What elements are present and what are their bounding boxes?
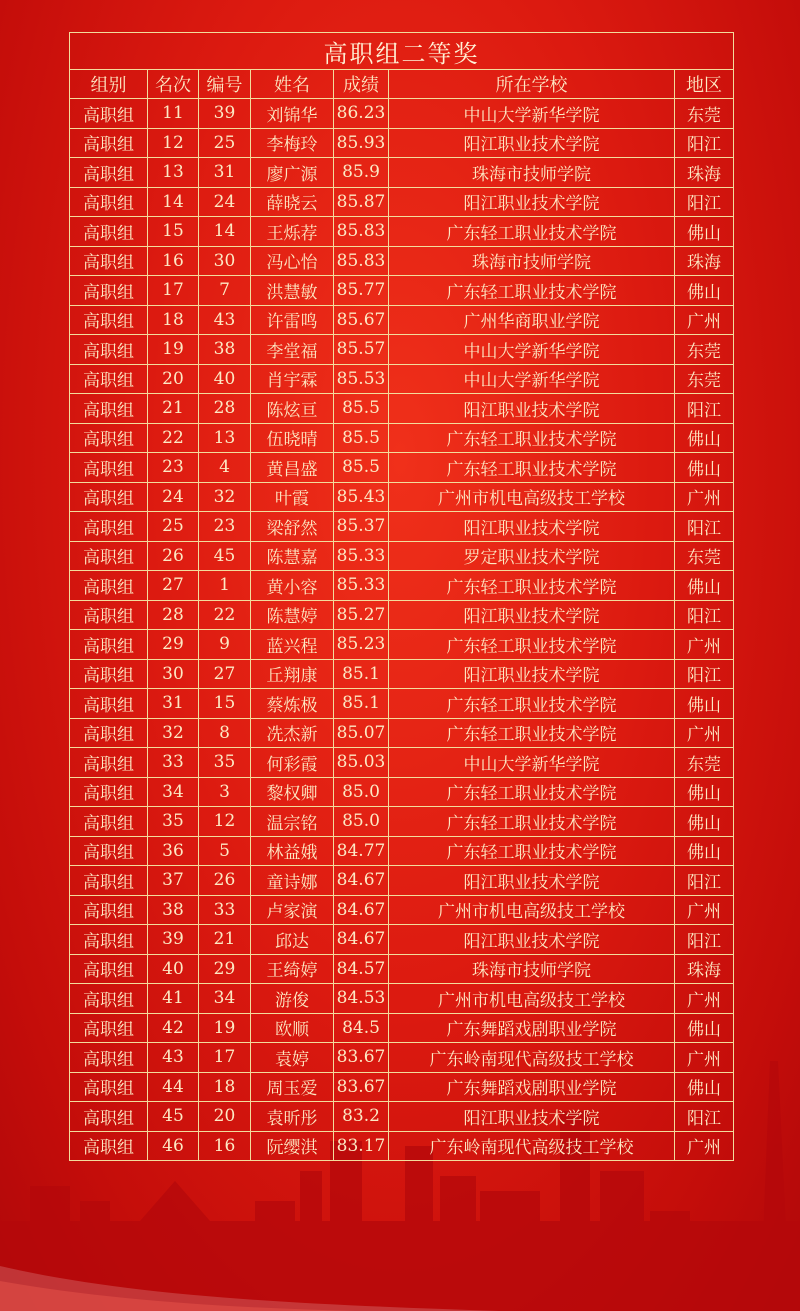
cell-number: 22 [199,600,251,630]
cell-school: 珠海市技师学院 [389,246,675,276]
cell-name: 许雷鸣 [251,305,334,335]
cell-region: 阳江 [675,512,734,542]
cell-school: 广州华商职业学院 [389,305,675,335]
cell-group: 高职组 [70,895,148,925]
cell-number: 39 [199,99,251,129]
cell-school: 中山大学新华学院 [389,364,675,394]
cell-school: 广东轻工职业技术学院 [389,689,675,719]
cell-rank: 25 [148,512,199,542]
cell-school: 珠海市技师学院 [389,954,675,984]
cell-rank: 42 [148,1013,199,1043]
table-row [70,954,734,984]
cell-region: 佛山 [675,1072,734,1102]
cell-rank: 26 [148,541,199,571]
header-score: 成绩 [334,70,389,99]
cell-number: 20 [199,1102,251,1132]
cell-rank: 23 [148,453,199,483]
cell-rank: 21 [148,394,199,424]
cell-rank: 22 [148,423,199,453]
cell-rank: 14 [148,187,199,217]
cell-school: 广东轻工职业技术学院 [389,423,675,453]
cell-score: 85.5 [334,453,389,483]
cell-name: 刘锦华 [251,99,334,129]
cell-region: 广州 [675,482,734,512]
cell-region: 佛山 [675,217,734,247]
cell-group: 高职组 [70,689,148,719]
table-row [70,1043,734,1073]
cell-region: 阳江 [675,659,734,689]
cell-group: 高职组 [70,482,148,512]
cell-school: 中山大学新华学院 [389,748,675,778]
table-row [70,128,734,158]
cell-score: 84.67 [334,925,389,955]
cell-group: 高职组 [70,276,148,306]
table-row [70,571,734,601]
cell-school: 阳江职业技术学院 [389,1102,675,1132]
header-region: 地区 [675,70,734,99]
cell-school: 广东岭南现代高级技工学校 [389,1131,675,1161]
cell-rank: 41 [148,984,199,1014]
cell-score: 85.5 [334,394,389,424]
table-row [70,1013,734,1043]
table-row [70,1131,734,1161]
cell-score: 86.23 [334,99,389,129]
cell-region: 珠海 [675,954,734,984]
cell-score: 85.23 [334,630,389,660]
cell-group: 高职组 [70,718,148,748]
cell-group: 高职组 [70,335,148,365]
award-table [69,32,734,1161]
cell-name: 洪慧敏 [251,276,334,306]
cell-school: 广州市机电高级技工学校 [389,482,675,512]
cell-school: 广州市机电高级技工学校 [389,984,675,1014]
cell-number: 29 [199,954,251,984]
cell-name: 陈炫亘 [251,394,334,424]
cell-score: 85.77 [334,276,389,306]
cell-school: 珠海市技师学院 [389,158,675,188]
cell-group: 高职组 [70,925,148,955]
cell-score: 85.5 [334,423,389,453]
cell-group: 高职组 [70,128,148,158]
cell-rank: 19 [148,335,199,365]
cell-rank: 46 [148,1131,199,1161]
table-row [70,423,734,453]
cell-number: 34 [199,984,251,1014]
cell-rank: 16 [148,246,199,276]
cell-region: 佛山 [675,1013,734,1043]
cell-group: 高职组 [70,1102,148,1132]
table-row [70,541,734,571]
header-school: 所在学校 [389,70,675,99]
cell-score: 85.03 [334,748,389,778]
cell-school: 广东舞蹈戏剧职业学院 [389,1072,675,1102]
table-row [70,276,734,306]
cell-region: 珠海 [675,158,734,188]
table-row [70,99,734,129]
table-row [70,335,734,365]
cell-group: 高职组 [70,984,148,1014]
cell-name: 黄小容 [251,571,334,601]
cell-name: 伍晓晴 [251,423,334,453]
cell-score: 85.53 [334,364,389,394]
table-row [70,925,734,955]
cell-number: 17 [199,1043,251,1073]
cell-rank: 34 [148,777,199,807]
cell-region: 东莞 [675,541,734,571]
award-table-container [69,32,733,1161]
table-row [70,807,734,837]
cell-group: 高职组 [70,1013,148,1043]
cell-name: 黎权卿 [251,777,334,807]
cell-number: 14 [199,217,251,247]
table-row [70,512,734,542]
cell-number: 12 [199,807,251,837]
cell-number: 31 [199,158,251,188]
cell-group: 高职组 [70,836,148,866]
cell-score: 84.67 [334,895,389,925]
cell-rank: 40 [148,954,199,984]
cell-rank: 24 [148,482,199,512]
cell-group: 高职组 [70,99,148,129]
cell-school: 中山大学新华学院 [389,335,675,365]
cell-region: 阳江 [675,866,734,896]
cell-school: 广州市机电高级技工学校 [389,895,675,925]
cell-school: 广东轻工职业技术学院 [389,571,675,601]
cell-name: 冯心怡 [251,246,334,276]
cell-score: 85.93 [334,128,389,158]
cell-region: 广州 [675,718,734,748]
cell-school: 广东轻工职业技术学院 [389,807,675,837]
table-row [70,1072,734,1102]
cell-score: 85.87 [334,187,389,217]
cell-region: 广州 [675,630,734,660]
cell-school: 阳江职业技术学院 [389,128,675,158]
cell-group: 高职组 [70,453,148,483]
cell-group: 高职组 [70,807,148,837]
cell-score: 85.1 [334,689,389,719]
cell-school: 阳江职业技术学院 [389,925,675,955]
cell-rank: 11 [148,99,199,129]
cell-name: 叶霞 [251,482,334,512]
cell-number: 1 [199,571,251,601]
table-row [70,217,734,247]
table-row [70,394,734,424]
cell-rank: 30 [148,659,199,689]
cell-region: 广州 [675,1043,734,1073]
cell-school: 阳江职业技术学院 [389,187,675,217]
cell-score: 85.27 [334,600,389,630]
table-row [70,364,734,394]
table-row [70,866,734,896]
cell-rank: 32 [148,718,199,748]
cell-school: 广东轻工职业技术学院 [389,836,675,866]
cell-region: 阳江 [675,1102,734,1132]
cell-score: 84.77 [334,836,389,866]
cell-school: 阳江职业技术学院 [389,512,675,542]
cell-rank: 27 [148,571,199,601]
cell-rank: 28 [148,600,199,630]
cell-rank: 37 [148,866,199,896]
cell-name: 肖宇霖 [251,364,334,394]
cell-number: 45 [199,541,251,571]
cell-score: 83.67 [334,1072,389,1102]
cell-rank: 13 [148,158,199,188]
cell-score: 85.43 [334,482,389,512]
cell-rank: 39 [148,925,199,955]
cell-school: 阳江职业技术学院 [389,600,675,630]
cell-region: 佛山 [675,571,734,601]
cell-region: 广州 [675,1131,734,1161]
cell-school: 广东轻工职业技术学院 [389,777,675,807]
cell-number: 43 [199,305,251,335]
cell-number: 18 [199,1072,251,1102]
table-row [70,246,734,276]
cell-score: 85.83 [334,217,389,247]
table-row [70,718,734,748]
cell-name: 温宗铭 [251,807,334,837]
cell-name: 李梅玲 [251,128,334,158]
cell-rank: 33 [148,748,199,778]
cell-score: 85.57 [334,335,389,365]
cell-region: 佛山 [675,807,734,837]
cell-school: 中山大学新华学院 [389,99,675,129]
cell-name: 丘翔康 [251,659,334,689]
cell-score: 85.33 [334,571,389,601]
cell-name: 陈慧嘉 [251,541,334,571]
cell-name: 林益娥 [251,836,334,866]
cell-number: 33 [199,895,251,925]
cell-score: 83.2 [334,1102,389,1132]
cell-group: 高职组 [70,364,148,394]
cell-group: 高职组 [70,541,148,571]
cell-name: 袁昕彤 [251,1102,334,1132]
cell-rank: 18 [148,305,199,335]
cell-number: 25 [199,128,251,158]
cell-region: 珠海 [675,246,734,276]
table-row [70,895,734,925]
cell-score: 85.0 [334,807,389,837]
cell-name: 陈慧婷 [251,600,334,630]
cell-school: 广东轻工职业技术学院 [389,630,675,660]
cell-name: 童诗娜 [251,866,334,896]
cell-group: 高职组 [70,777,148,807]
cell-score: 85.07 [334,718,389,748]
table-row [70,187,734,217]
cell-score: 85.1 [334,659,389,689]
cell-number: 28 [199,394,251,424]
cell-name: 王绮婷 [251,954,334,984]
table-row [70,453,734,483]
table-row [70,984,734,1014]
cell-group: 高职组 [70,305,148,335]
cell-number: 40 [199,364,251,394]
cell-region: 东莞 [675,335,734,365]
cell-number: 4 [199,453,251,483]
cell-number: 27 [199,659,251,689]
cell-school: 阳江职业技术学院 [389,394,675,424]
cell-name: 何彩霞 [251,748,334,778]
cell-region: 东莞 [675,364,734,394]
cell-number: 3 [199,777,251,807]
cell-rank: 15 [148,217,199,247]
cell-school: 广东轻工职业技术学院 [389,453,675,483]
cell-number: 13 [199,423,251,453]
cell-number: 16 [199,1131,251,1161]
table-row [70,836,734,866]
table-row [70,305,734,335]
cell-school: 阳江职业技术学院 [389,659,675,689]
table-row [70,630,734,660]
cell-school: 广东舞蹈戏剧职业学院 [389,1013,675,1043]
cell-name: 袁婷 [251,1043,334,1073]
cell-region: 广州 [675,305,734,335]
cell-number: 23 [199,512,251,542]
cell-score: 85.37 [334,512,389,542]
cell-name: 阮缨淇 [251,1131,334,1161]
cell-name: 蓝兴程 [251,630,334,660]
table-row [70,482,734,512]
cell-region: 佛山 [675,777,734,807]
cell-name: 蔡炼极 [251,689,334,719]
header-group: 组别 [70,70,148,99]
cell-name: 卢家演 [251,895,334,925]
cell-group: 高职组 [70,1072,148,1102]
cell-school: 广东岭南现代高级技工学校 [389,1043,675,1073]
cell-school: 广东轻工职业技术学院 [389,217,675,247]
cell-rank: 20 [148,364,199,394]
header-number: 编号 [199,70,251,99]
cell-region: 佛山 [675,276,734,306]
cell-region: 广州 [675,984,734,1014]
cell-region: 佛山 [675,423,734,453]
table-row [70,659,734,689]
cell-score: 85.9 [334,158,389,188]
cell-school: 广东轻工职业技术学院 [389,276,675,306]
cell-group: 高职组 [70,158,148,188]
cell-group: 高职组 [70,394,148,424]
header-row [70,70,734,99]
cell-group: 高职组 [70,512,148,542]
cell-rank: 43 [148,1043,199,1073]
cell-region: 阳江 [675,394,734,424]
cell-region: 佛山 [675,836,734,866]
cell-number: 24 [199,187,251,217]
cell-group: 高职组 [70,187,148,217]
table-title: 高职组二等奖 [70,33,734,70]
header-rank: 名次 [148,70,199,99]
cell-score: 84.57 [334,954,389,984]
cell-group: 高职组 [70,630,148,660]
cell-score: 84.53 [334,984,389,1014]
cell-number: 38 [199,335,251,365]
table-row [70,1102,734,1132]
cell-region: 阳江 [675,925,734,955]
cell-name: 周玉爱 [251,1072,334,1102]
cell-region: 东莞 [675,748,734,778]
cell-number: 5 [199,836,251,866]
cell-region: 广州 [675,895,734,925]
cell-score: 85.67 [334,305,389,335]
cell-group: 高职组 [70,1131,148,1161]
cell-name: 黄昌盛 [251,453,334,483]
cell-group: 高职组 [70,217,148,247]
cell-rank: 35 [148,807,199,837]
cell-number: 30 [199,246,251,276]
cell-region: 东莞 [675,99,734,129]
cell-name: 王烁荐 [251,217,334,247]
cell-group: 高职组 [70,748,148,778]
cell-number: 35 [199,748,251,778]
cell-rank: 44 [148,1072,199,1102]
cell-score: 84.5 [334,1013,389,1043]
cell-rank: 31 [148,689,199,719]
cell-group: 高职组 [70,866,148,896]
cell-group: 高职组 [70,954,148,984]
cell-score: 85.0 [334,777,389,807]
cell-rank: 17 [148,276,199,306]
cell-name: 冼杰新 [251,718,334,748]
cell-number: 9 [199,630,251,660]
cell-school: 广东轻工职业技术学院 [389,718,675,748]
cell-group: 高职组 [70,571,148,601]
cell-group: 高职组 [70,246,148,276]
cell-rank: 45 [148,1102,199,1132]
table-row [70,600,734,630]
cell-group: 高职组 [70,600,148,630]
cell-region: 佛山 [675,453,734,483]
header-name: 姓名 [251,70,334,99]
cell-number: 15 [199,689,251,719]
table-row [70,689,734,719]
cell-rank: 29 [148,630,199,660]
cell-name: 游俊 [251,984,334,1014]
cell-number: 7 [199,276,251,306]
cell-name: 廖广源 [251,158,334,188]
cell-number: 8 [199,718,251,748]
cell-group: 高职组 [70,1043,148,1073]
cell-school: 阳江职业技术学院 [389,866,675,896]
cell-rank: 38 [148,895,199,925]
cell-name: 梁舒然 [251,512,334,542]
cell-rank: 36 [148,836,199,866]
cell-name: 欧顺 [251,1013,334,1043]
cell-group: 高职组 [70,659,148,689]
cell-number: 19 [199,1013,251,1043]
table-row [70,777,734,807]
cell-score: 83.17 [334,1131,389,1161]
cell-name: 李堂福 [251,335,334,365]
cell-school: 罗定职业技术学院 [389,541,675,571]
cell-region: 佛山 [675,689,734,719]
cell-number: 32 [199,482,251,512]
cell-name: 邱达 [251,925,334,955]
table-row [70,748,734,778]
cell-score: 85.83 [334,246,389,276]
cell-number: 21 [199,925,251,955]
cell-name: 薛晓云 [251,187,334,217]
cell-region: 阳江 [675,187,734,217]
cell-number: 26 [199,866,251,896]
cell-group: 高职组 [70,423,148,453]
cell-score: 83.67 [334,1043,389,1073]
cell-rank: 12 [148,128,199,158]
cell-score: 85.33 [334,541,389,571]
cell-score: 84.67 [334,866,389,896]
cell-region: 阳江 [675,600,734,630]
cell-region: 阳江 [675,128,734,158]
table-row [70,158,734,188]
